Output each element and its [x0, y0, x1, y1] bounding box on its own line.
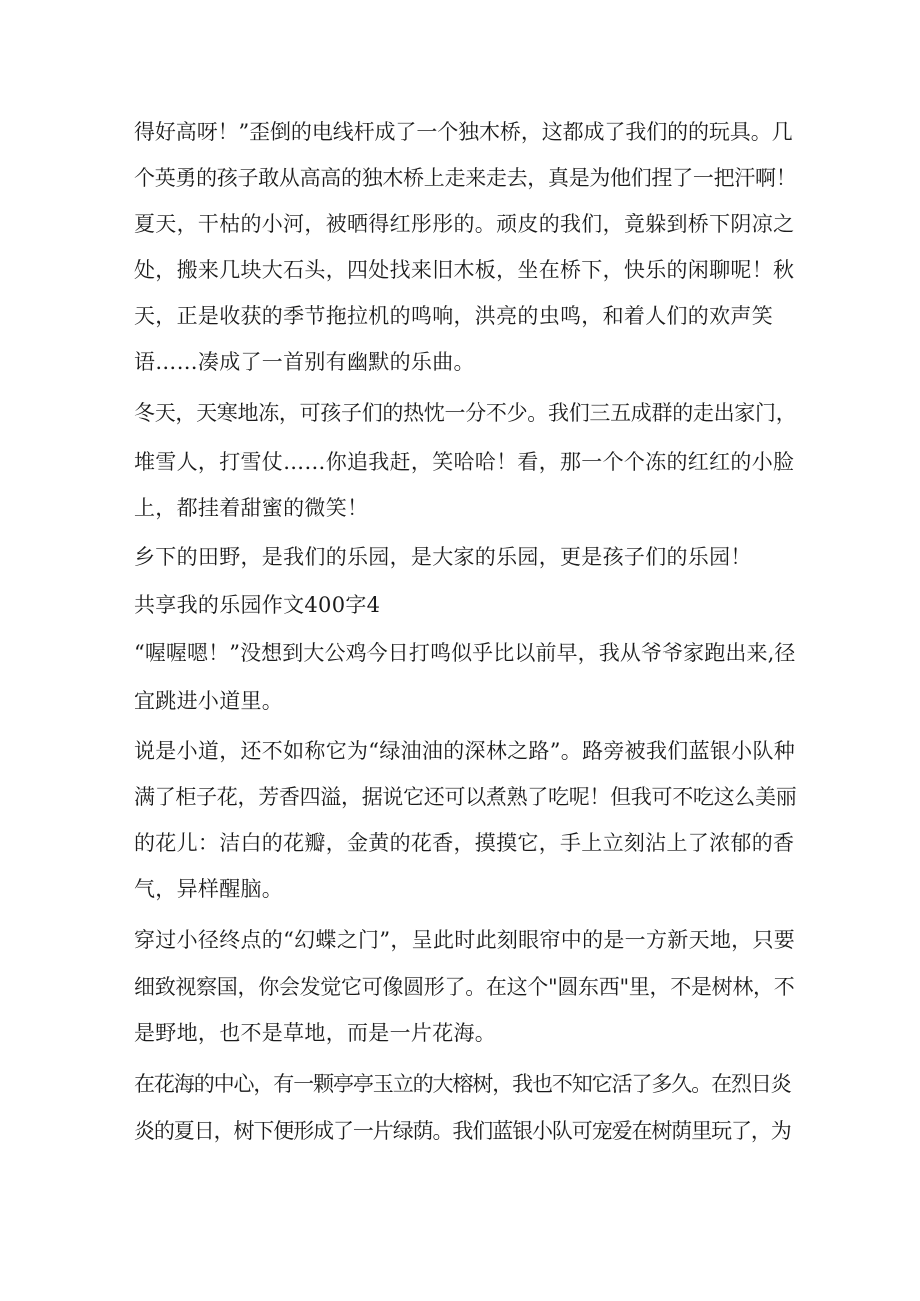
text-line-15: 满了柜子花，芳香四溢，据说它还可以煮熟了吃呢！但我可不吃这么美丽: [134, 785, 797, 809]
text-line-4: 处，搬来几块大石头，四处找来旧木板，坐在桥下，快乐的闲聊呢！秋: [134, 258, 795, 282]
text-line-7: 冬天，天寒地冻，可孩子们的热忱一分不少。我们三五成群的走出家门，: [134, 401, 797, 425]
text-line-1: 得好高呀！”歪倒的电线杆成了一个独木桥，这都成了我们的的玩具。几: [134, 120, 793, 144]
text-line-13: 宜跳进小道里。: [134, 689, 284, 713]
text-line-21: 在花海的中心，有一颗亭亭玉立的大榕树，我也不知它活了多久。在烈日炎: [134, 1072, 791, 1096]
text-line-10: 乡下的田野，是我们的乐园，是大家的乐园，更是孩子们的乐园！: [134, 545, 752, 569]
text-line-3: 夏天，干枯的小河，被晒得红彤彤的。顽皮的我们，竟躲到桥下阴凉之: [134, 212, 795, 236]
text-line-12: “喔喔嗯！”没想到大公鸡今日打鸣似乎比以前早，我从爷爷家跑出来,径: [134, 641, 796, 665]
text-line-6: 语……凑成了一首别有幽默的乐曲。: [134, 350, 475, 374]
text-line-20: 是野地，也不是草地，而是一片花海。: [134, 1021, 497, 1045]
text-line-5: 天，正是收获的季节拖拉机的鸣响，洪亮的虫鸣，和着人们的欢声笑: [134, 304, 773, 328]
text-line-14: 说是小道，还不如称它为“绿油油的深林之路”。路旁被我们蓝银小队种: [134, 739, 796, 763]
text-line-19: 细致视察国，你会发觉它可像圆形了。在这个"圆东西"里，不是树林，不: [134, 975, 795, 999]
text-line-11: 共享我的乐园作文400字4: [134, 593, 381, 617]
text-line-2: 个英勇的孩子敢从高高的独木桥上走来走去，真是为他们捏了一把汗啊！: [134, 166, 797, 190]
text-line-17: 气，异样醒脑。: [134, 877, 284, 901]
text-line-22: 炎的夏日，树下便形成了一片绿荫。我们蓝银小队可宠爱在树荫里玩了，为: [134, 1119, 791, 1143]
text-line-9: 上，都挂着甜蜜的微笑！: [134, 496, 369, 520]
text-line-18: 穿过小径终点的“幻蝶之门”，呈此时此刻眼帘中的是一方新天地，只要: [134, 928, 796, 952]
text-line-16: 的花儿：洁白的花瓣，金黄的花香，摸摸它，手上立刻沾上了浓郁的香: [134, 831, 795, 855]
text-line-8: 堆雪人，打雪仗……你追我赶，笑哈哈！看，那一个个冻的红红的小脸: [134, 450, 795, 474]
